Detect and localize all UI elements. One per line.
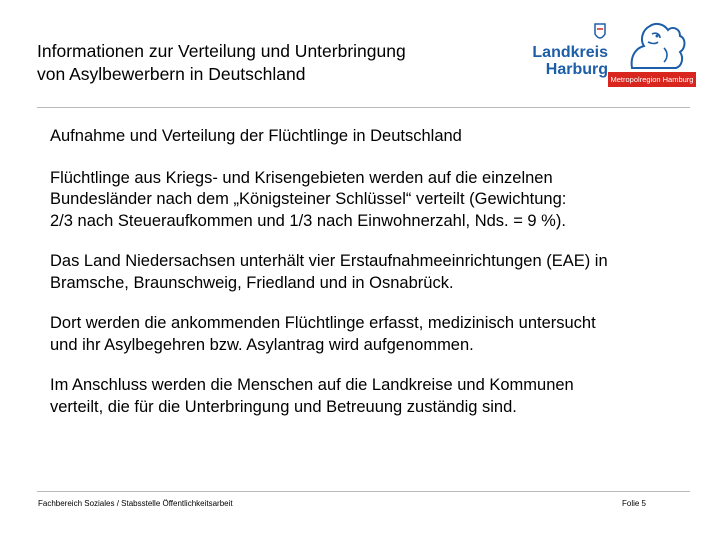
- footer-divider: [37, 491, 690, 492]
- header-divider: [37, 107, 690, 108]
- logo-line-2: Harburg: [545, 61, 608, 78]
- paragraph-line: und ihr Asylbegehren bzw. Asylantrag wird aufgenommen.: [50, 335, 474, 354]
- slide-title-line-1: Informationen zur Verteilung und Unterbringung: [37, 41, 406, 61]
- paragraph-line: Bundesländer nach dem „Königsteiner Schlüssel“ verteilt (Gewichtung:: [50, 190, 567, 208]
- paragraph-registration: [50, 313, 690, 356]
- landkreis-harburg-logo: [510, 18, 700, 93]
- section-heading: Aufnahme und Verteilung der Flüchtlinge in Deutschland: [50, 127, 462, 145]
- paragraph-distribution: [50, 168, 690, 233]
- paragraph-line: Das Land Niedersachsen unterhält vier Erstaufnahmeeinrichtungen (EAE) in: [50, 252, 608, 270]
- slide-number: Folie 5: [621, 499, 646, 508]
- logo-line-1: Landkreis: [532, 44, 608, 61]
- paragraph-line: verteilt, die für die Unterbringung und Betreuung zuständig sind.: [50, 397, 517, 416]
- paragraph-allocation: [50, 375, 690, 418]
- paragraph-line: 2/3 nach Steueraufkommen und 1/3 nach Einwohnerzahl, Nds. = 9 %).: [50, 211, 566, 230]
- metropolregion-badge: Metropolregion Hamburg: [608, 72, 696, 87]
- footer-department: Fachbereich Soziales / Stabsstelle Öffentlichkeitsarbeit: [38, 499, 233, 508]
- logo-wordmark: [518, 44, 608, 78]
- paragraph-line: Im Anschluss werden die Menschen auf die Landkreise und Kommunen: [50, 376, 574, 394]
- paragraph-reception-centers: [50, 251, 690, 294]
- paragraph-line: Bramsche, Braunschweig, Friedland und in Osnabrück.: [50, 273, 454, 292]
- paragraph-line: Flüchtlinge aus Kriegs- und Krisengebieten werden auf die einzelnen: [50, 168, 553, 187]
- slide-title: [37, 40, 477, 86]
- slide-title-line-2: von Asylbewerbern in Deutschland: [37, 64, 306, 84]
- lion-coat-of-arms-icon: [602, 18, 698, 72]
- slide-body: [50, 126, 690, 437]
- paragraph-line: Dort werden die ankommenden Flüchtlinge erfasst, medizinisch untersucht: [50, 314, 596, 332]
